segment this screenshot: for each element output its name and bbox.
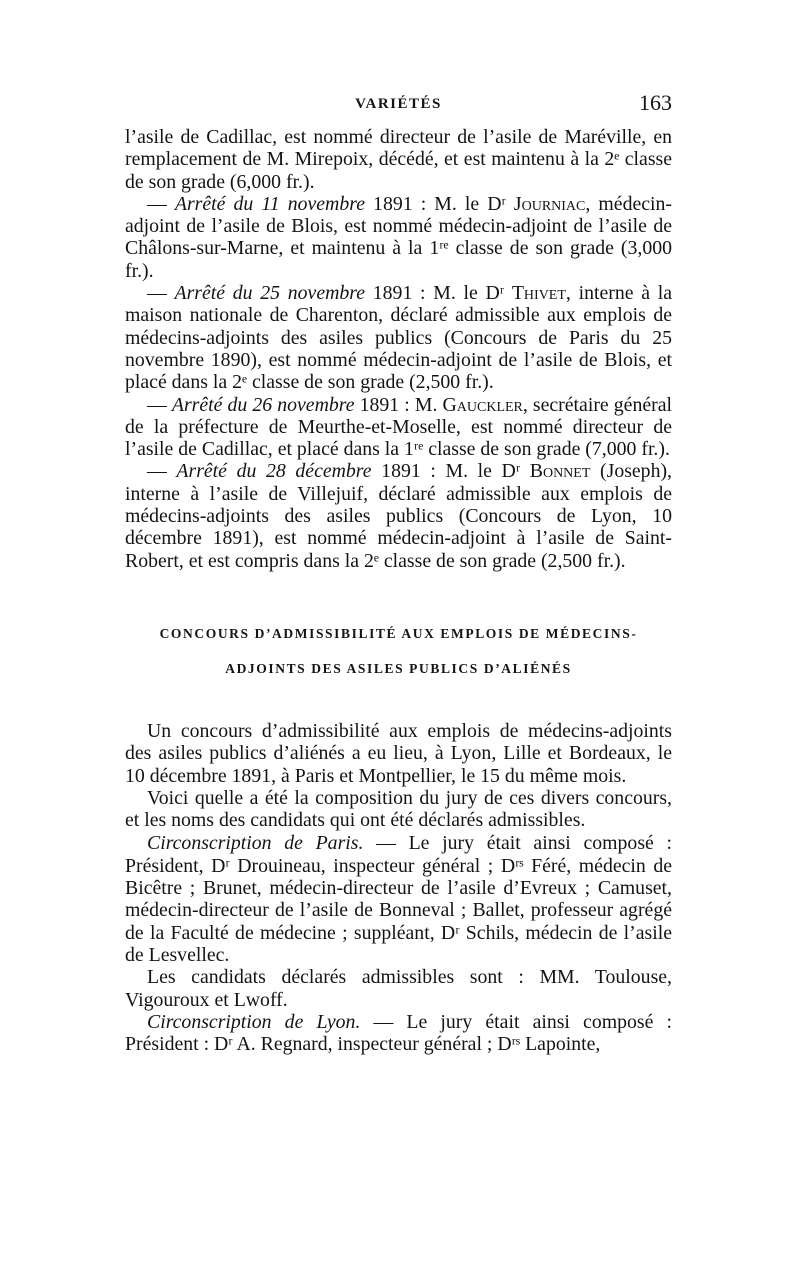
arrete-text: , secrétaire général de la préfecture de Meurthe-et-Moselle, est nommé directeur de l’asile de Cadillac, et placé dans la 1ʳᵉ classe de son grade (7,000 fr.). (125, 393, 672, 461)
paragraph-arrete-11-novembre (125, 193, 672, 282)
paragraph-arrete-28-decembre (125, 460, 672, 571)
arrete-date: Arrêté du 25 novembre (174, 282, 366, 305)
section-heading-line-1: CONCOURS D’ADMISSIBILITÉ AUX EMPLOIS DE MÉDECINS- (159, 625, 638, 641)
body-text (125, 126, 672, 1055)
paragraph-arrete-25-novembre (125, 282, 672, 393)
paragraph-continuation: l’asile de Cadillac, est nommé directeur de l’asile de Maréville, en remplacement de M. Mirepoix, décédé, et est maintenu à la 2ᵉ classe de son grade (6,000 fr.). (125, 126, 672, 193)
paragraph-jury-intro: Voici quelle a été la composition du jury de ces divers concours, et les noms des candidats qui ont été déclarés admissibles. (125, 786, 672, 832)
person-name: Bonnet (529, 460, 591, 483)
running-title: VARIÉTÉS (355, 96, 442, 112)
paragraph-arrete-26-novembre (125, 394, 672, 461)
person-name: Gauckler (442, 393, 523, 416)
dash: — (147, 460, 177, 483)
paragraph-circonscription-lyon (125, 1011, 672, 1056)
circonscription-label: Circonscription de Lyon. (147, 1010, 361, 1033)
arrete-text: (Joseph), interne à l’asile de Villejuif, déclaré admissible aux emplois de médecins-adjoints des asiles publics (Concours de Lyon, 10 décembre 1891), est nommé médecin-adjoint à l’asile de Saint-Robert, et est compris dans la 2ᵉ classe de son grade (2,500 fr.). (125, 460, 672, 572)
circonscription-label: Circonscription de Paris. (147, 832, 364, 855)
dash: — (147, 282, 175, 305)
paragraph-concours-intro: Un concours d’admissibilité aux emplois de médecins-adjoints des asiles publics d’aliénés a eu lieu, à Lyon, Lille et Bordeaux, le 10 décembre 1891, à Paris et Montpellier, le 15 du même mois. (125, 719, 672, 787)
section-heading (125, 616, 672, 686)
arrete-date: Arrêté du 28 décembre (176, 460, 372, 483)
arrete-text: , interne à la maison nationale de Charenton, déclaré admissible aux emplois de médecins-adjoints des asiles publics (Concours de Paris du 25 novembre 1890), est nommé médecin-adjoint de l’asile de Blois, et placé dans la 2ᵉ classe de son grade (2,500 fr.). (125, 282, 673, 394)
arrete-year: 1891 : M. (354, 393, 443, 416)
circonscription-text: — Le jury était ainsi composé : Président : Dʳ A. Regnard, inspecteur général ; Dʳˢ Lapointe, (125, 1010, 672, 1056)
person-name: Thivet (511, 282, 566, 305)
paragraph-circonscription-paris (125, 832, 672, 966)
arrete-year: 1891 : M. le Dʳ (365, 282, 512, 305)
arrete-year: 1891 : M. le Dʳ (364, 192, 514, 215)
section-heading-line-2: ADJOINTS DES ASILES PUBLICS D’ALIÉNÉS (225, 660, 572, 676)
dash: — (147, 393, 172, 416)
page-number: 163 (639, 90, 672, 115)
person-name: Journiac (513, 192, 586, 215)
arrete-date: Arrêté du 11 novembre (174, 192, 365, 215)
arrete-text: , médecin-adjoint de l’asile de Blois, est nommé médecin-adjoint de l’asile de Châlons-sur-Marne, et maintenu à la 1ʳᵉ classe de son grade (3,000 fr.). (125, 192, 673, 282)
circonscription-text: — Le jury était ainsi composé : Président, Dʳ Drouineau, inspecteur général ; Dʳˢ Féré, médecin de Bicêtre ; Brunet, médecin-directeur de l’asile d’Evreux ; Camuset, médecin-directeur de l’asile de Bonneval ; Ballet, professeur agrégé de la Faculté de médecine ; suppléant, Dʳ Schils, médecin de l’asile de Lesvellec. (125, 832, 672, 966)
running-header (125, 90, 672, 118)
dash: — (147, 192, 175, 215)
arrete-date: Arrêté du 26 novembre (171, 393, 355, 416)
paragraph-admissibles-paris: Les candidats déclarés admissibles sont : MM. Toulouse, Vigouroux et Lwoff. (125, 966, 672, 1011)
arrete-year: 1891 : M. le Dʳ (371, 460, 530, 483)
